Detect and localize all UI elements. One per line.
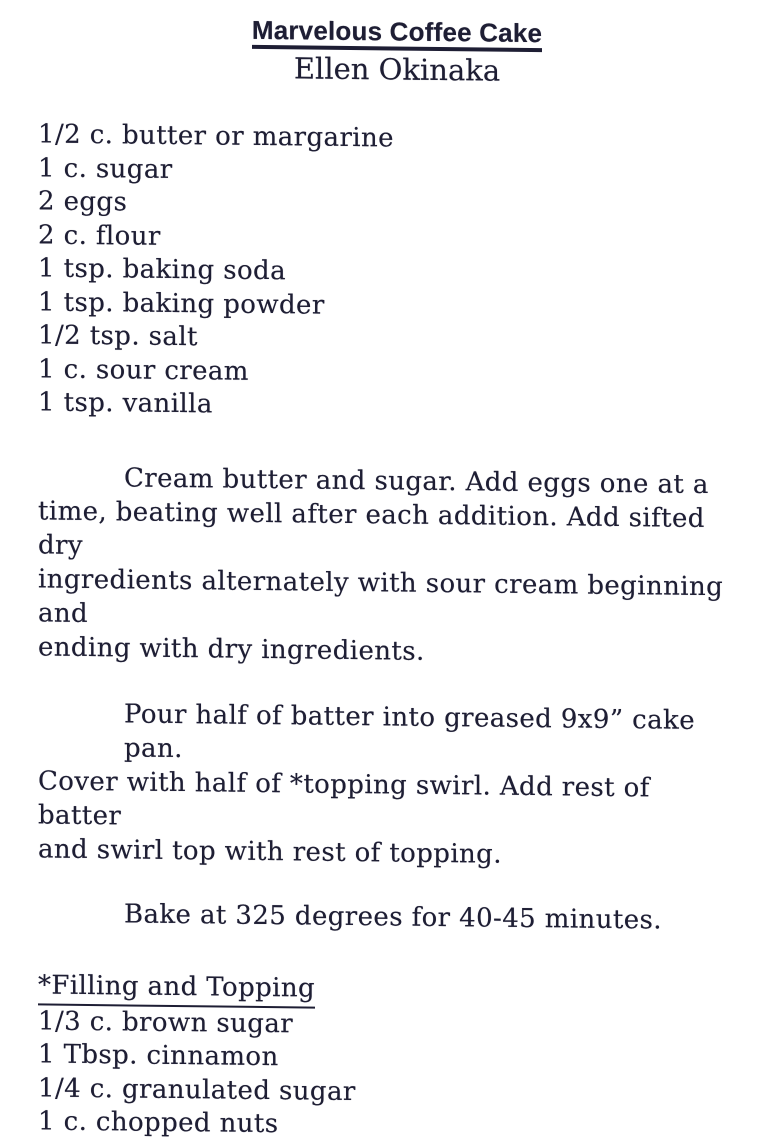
topping-heading: *Filling and Topping bbox=[38, 968, 315, 1008]
instruction-paragraph-mixing bbox=[38, 460, 738, 672]
topping-list bbox=[38, 1005, 768, 1147]
ingredient-item: 1 tsp. vanilla bbox=[38, 387, 213, 420]
ingredient-item: 2 eggs bbox=[38, 186, 128, 218]
instruction-line: Bake at 325 degrees for 40-45 minutes. bbox=[124, 898, 662, 936]
recipe-title: Marvelous Coffee Cake bbox=[252, 15, 542, 52]
ingredient-item: 1 c. sour cream bbox=[38, 353, 249, 387]
instruction-line: ingredients alternately with sour cream beginning and bbox=[38, 563, 724, 629]
ingredients-list bbox=[38, 118, 768, 428]
instruction-paragraph-baking bbox=[38, 896, 738, 938]
ingredient-item: 1 tsp. baking soda bbox=[38, 253, 286, 287]
recipe-header bbox=[13, 0, 768, 91]
topping-item: 1 Tbsp. cinnamon bbox=[38, 1039, 279, 1073]
topping-item: 1/3 c. brown sugar bbox=[38, 1005, 294, 1039]
instruction-line: ending with dry ingredients. bbox=[38, 631, 425, 667]
topping-item: 1 c. chopped nuts bbox=[38, 1106, 279, 1140]
instruction-line: Cover with half of *topping swirl. Add rest of batter bbox=[38, 765, 650, 831]
instruction-paragraph-assembly bbox=[38, 696, 738, 874]
instruction-line: time, beating well after each addition. Add sifted dry bbox=[38, 495, 705, 561]
ingredient-item: 1/2 c. butter or margarine bbox=[38, 119, 394, 154]
topping-item: 1/4 c. granulated sugar bbox=[38, 1072, 356, 1107]
instruction-line: and swirl top with rest of topping. bbox=[38, 833, 502, 870]
ingredient-item: 1 tsp. baking powder bbox=[38, 286, 325, 321]
recipe-author: Ellen Okinaka bbox=[293, 51, 501, 88]
instruction-line: Cream butter and sugar. Add eggs one at a bbox=[124, 462, 709, 500]
ingredient-item: 2 c. flour bbox=[38, 219, 161, 252]
instruction-line: Pour half of batter into greased 9x9” cake pan. bbox=[124, 698, 695, 764]
ingredient-item: 1 c. sugar bbox=[38, 152, 173, 185]
ingredient-item: 1/2 tsp. salt bbox=[38, 320, 198, 353]
